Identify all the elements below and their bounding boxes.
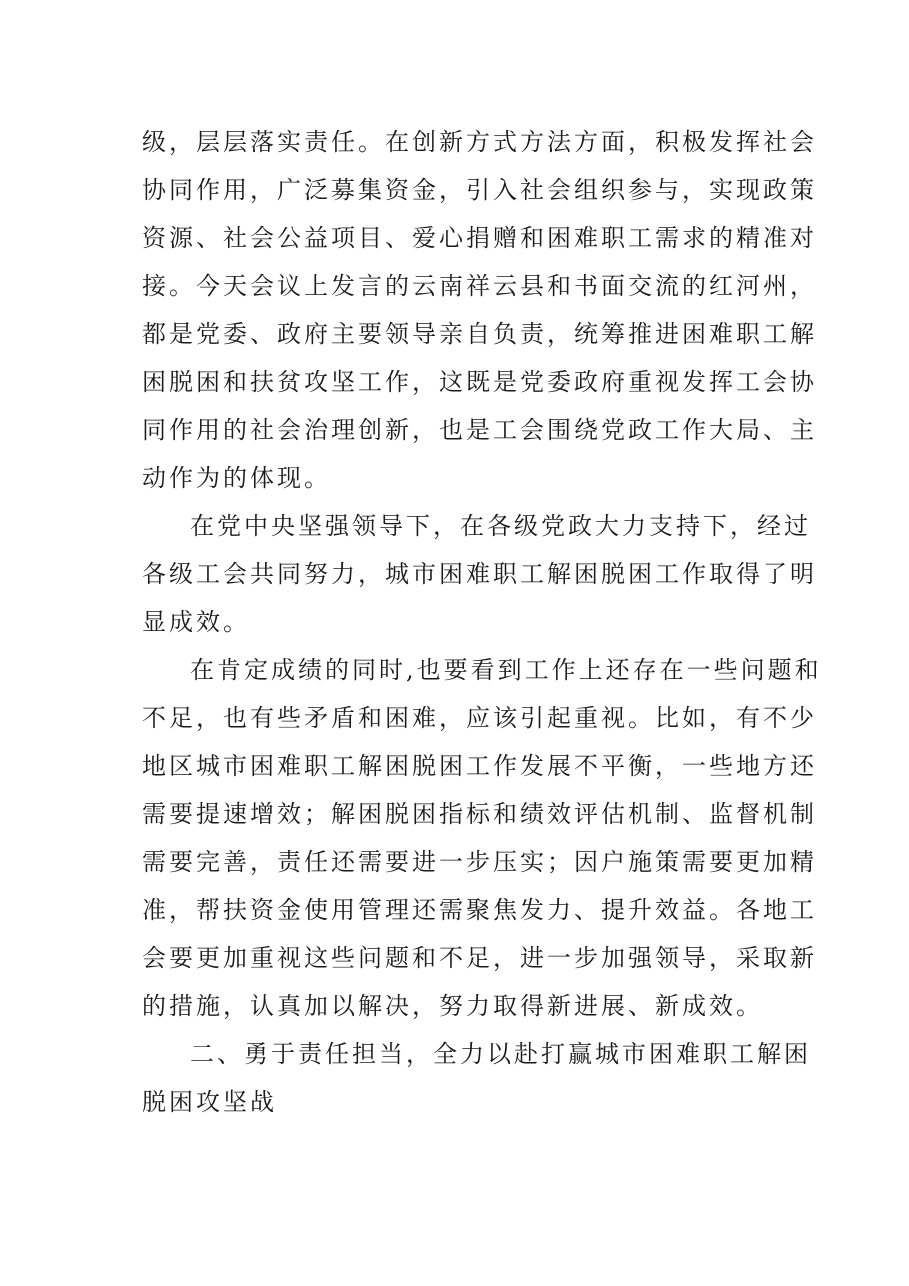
paragraph-3-line-2: 不足，也有些矛盾和困难，应该引起重视。比如，有不少 — [142, 704, 817, 732]
section-heading-line-1: 二、勇于责任担当，全力以赴打赢城市困难职工解困 — [190, 1040, 811, 1068]
paragraph-1-line-5: 都是党委、政府主要领导亲自负责，统筹推进困难职工解 — [142, 320, 817, 348]
paragraph-3-line-6: 准，帮扶资金使用管理还需聚焦发力、提升效益。各地工 — [142, 896, 817, 924]
paragraph-1-line-8: 动作为的体现。 — [142, 464, 331, 492]
paragraph-1-line-6: 困脱困和扶贫攻坚工作，这既是党委政府重视发挥工会协 — [142, 368, 817, 396]
paragraph-3-line-5: 需要完善，责任还需要进一步压实；因户施策需要更加精 — [142, 848, 817, 876]
paragraph-1-line-3: 资源、社会公益项目、爱心捐赠和困难职工需求的精准对 — [142, 224, 817, 252]
paragraph-3-line-4: 需要提速增效；解困脱困指标和绩效评估机制、监督机制 — [142, 800, 817, 828]
section-heading-line-2: 脱困攻坚战 — [142, 1088, 277, 1116]
paragraph-3-line-8: 的措施，认真加以解决，努力取得新进展、新成效。 — [142, 992, 763, 1020]
paragraph-3-line-7: 会要更加重视这些问题和不足，进一步加强领导，采取新 — [142, 944, 817, 972]
paragraph-1-line-2: 协同作用，广泛募集资金，引入社会组织参与，实现政策 — [142, 176, 817, 204]
document-body — [142, 118, 822, 1126]
paragraph-2-line-1: 在党中央坚强领导下，在各级党政大力支持下，经过 — [190, 512, 811, 540]
paragraph-1-line-1: 级，层层落实责任。在创新方式方法方面，积极发挥社会 — [142, 128, 817, 156]
paragraph-1-line-4: 接。今天会议上发言的云南祥云县和书面交流的红河州， — [142, 272, 817, 300]
paragraph-3-line-3: 地区城市困难职工解困脱困工作发展不平衡，一些地方还 — [142, 752, 817, 780]
paragraph-2-line-3: 显成效。 — [142, 608, 250, 636]
paragraph-3-line-1: 在肯定成绩的同时,也要看到工作上还存在一些问题和 — [190, 656, 822, 684]
paragraph-2-line-2: 各级工会共同努力，城市困难职工解困脱困工作取得了明 — [142, 560, 817, 588]
paragraph-1-line-7: 同作用的社会治理创新，也是工会围绕党政工作大局、主 — [142, 416, 817, 444]
